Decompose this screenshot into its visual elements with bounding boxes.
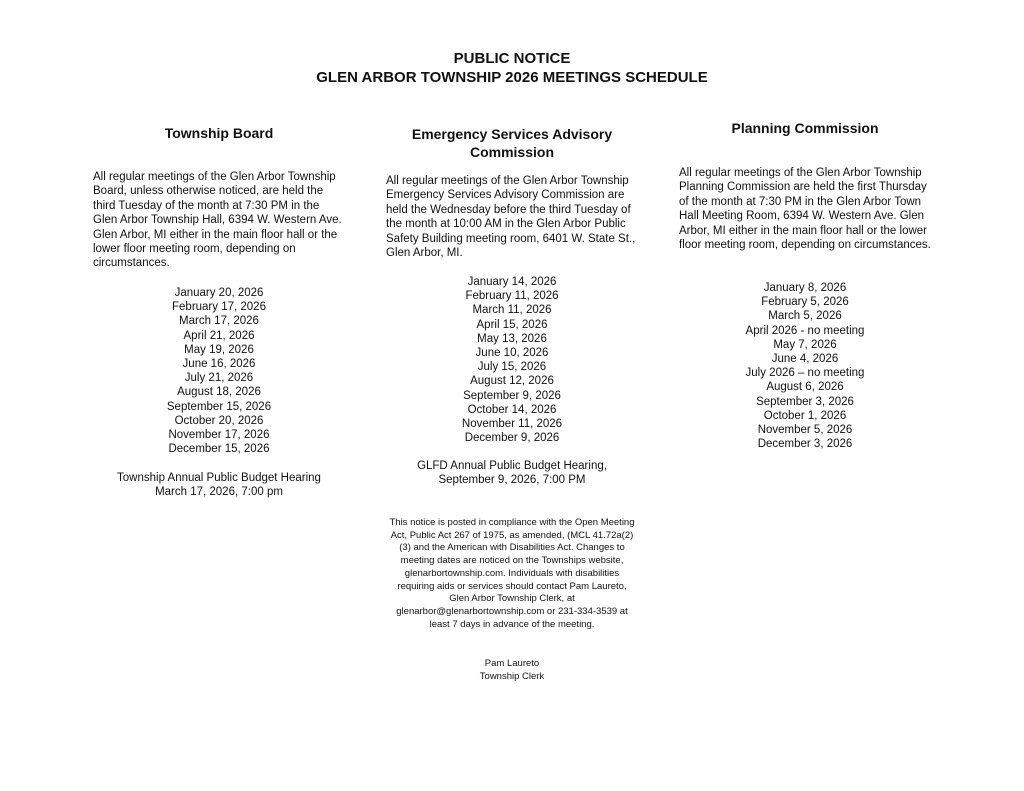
township-board-dates (93, 286, 345, 456)
date-item: May 13, 2026 (477, 332, 547, 345)
heading-line: Emergency Services Advisory (411, 126, 613, 142)
date-item: November 17, 2026 (168, 429, 270, 442)
date-item: December 15, 2026 (168, 443, 270, 456)
date-item: November 11, 2026 (461, 418, 563, 431)
hearing-title: Township Annual Public Budget Hearing (117, 472, 321, 484)
date-item: October 1, 2026 (763, 409, 847, 422)
date-item: January 20, 2026 (174, 287, 264, 299)
clerk-name: Pam Laureto (484, 658, 540, 669)
date-item: October 20, 2026 (174, 414, 264, 427)
planning-commission-intro: All regular meetings of the Glen Arbor Township Planning Commission are held the first Thursday of the month at 7:30 PM in the Glen Arbor Town Hall Meeting Room, 6394 W. Western Ave. Glen Arbor, MI either in the main floor hall or the lower floor meeting room, depending on circumstances. (679, 167, 931, 252)
township-board-heading: Township Board (164, 125, 274, 141)
emergency-services-heading (386, 125, 638, 161)
clerk-title: Township Clerk (479, 670, 545, 682)
date-item: September 9, 2026 (463, 389, 561, 402)
date-item: May 7, 2026 (773, 338, 837, 351)
date-item: June 16, 2026 (182, 358, 256, 371)
date-item: February 17, 2026 (172, 301, 266, 314)
date-item: March 5, 2026 (768, 310, 842, 323)
date-item: August 18, 2026 (177, 386, 261, 399)
date-item: September 3, 2026 (756, 395, 854, 408)
planning-commission-dates (679, 281, 931, 451)
date-item: November 5, 2026 (757, 424, 853, 437)
date-item: October 14, 2026 (467, 403, 557, 416)
date-item: April 15, 2026 (476, 318, 548, 331)
date-item: July 15, 2026 (477, 361, 547, 374)
emergency-services-dates (386, 275, 638, 445)
date-item: September 15, 2026 (166, 400, 272, 413)
township-board-intro: All regular meetings of the Glen Arbor Township Board, unless otherwise noticed, are held the third Tuesday of the month at 7:30 PM in the Glen Arbor Township Hall, 6394 W. Western Ave. Glen Arbor, MI either in the main floor hall or the lower floor meeting room, depending on circumstances. (93, 171, 342, 270)
date-item: March 11, 2026 (472, 304, 552, 317)
date-item: March 17, 2026 (179, 315, 259, 328)
hearing-date: September 9, 2026, 7:00 PM (438, 474, 586, 487)
township-budget-hearing (93, 471, 345, 500)
emergency-services-intro: All regular meetings of the Glen Arbor Township Emergency Services Advisory Commission are held the Wednesday before the third Tuesday of the month at 10:00 AM in the Glen Arbor Public Safety Building meeting room, 6401 W. State St., Glen Arbor, MI. (386, 175, 636, 260)
compliance-notice: This notice is posted in compliance with the Open Meeting Act, Public Act 267 of 1975, as amended, (MCL 41.72a(2)(3) and the American with Disabilities Act. Changes to meeting dates are noticed on the Townships website, glenarbortownship.com. Individuals with disabilities requiring aids or services should contact Pam Laureto, Glen Arbor Township Clerk, at glenarbor@glenarbortownship.com or 231-334-3539 at least 7 days in advance of the meeting. (389, 517, 635, 630)
date-item: January 8, 2026 (763, 282, 847, 294)
schedule-title: GLEN ARBOR TOWNSHIP 2026 MEETINGS SCHEDULE (316, 69, 708, 86)
date-item: August 12, 2026 (470, 375, 554, 388)
date-item: April 21, 2026 (183, 329, 255, 342)
date-item: June 10, 2026 (475, 347, 549, 360)
signature-block (386, 658, 638, 683)
date-item: May 19, 2026 (184, 343, 254, 356)
date-item: July 21, 2026 (184, 372, 254, 385)
notice-title: PUBLIC NOTICE (453, 50, 571, 67)
date-item: June 4, 2026 (771, 353, 839, 366)
date-item: February 11, 2026 (465, 290, 559, 303)
hearing-date: March 17, 2026, 7:00 pm (155, 486, 283, 499)
planning-commission-heading: Planning Commission (731, 120, 879, 136)
date-item: July 2026 – no meeting (745, 367, 865, 380)
heading-line: Commission (469, 144, 554, 160)
date-item: February 5, 2026 (761, 296, 849, 309)
date-item: December 3, 2026 (757, 438, 853, 451)
date-item: August 6, 2026 (766, 381, 844, 394)
date-item: April 2026 - no meeting (745, 324, 865, 337)
date-item: December 9, 2026 (464, 432, 560, 445)
glfd-budget-hearing (386, 459, 638, 488)
date-item: January 14, 2026 (467, 276, 557, 288)
hearing-title: GLFD Annual Public Budget Hearing, (417, 460, 607, 472)
